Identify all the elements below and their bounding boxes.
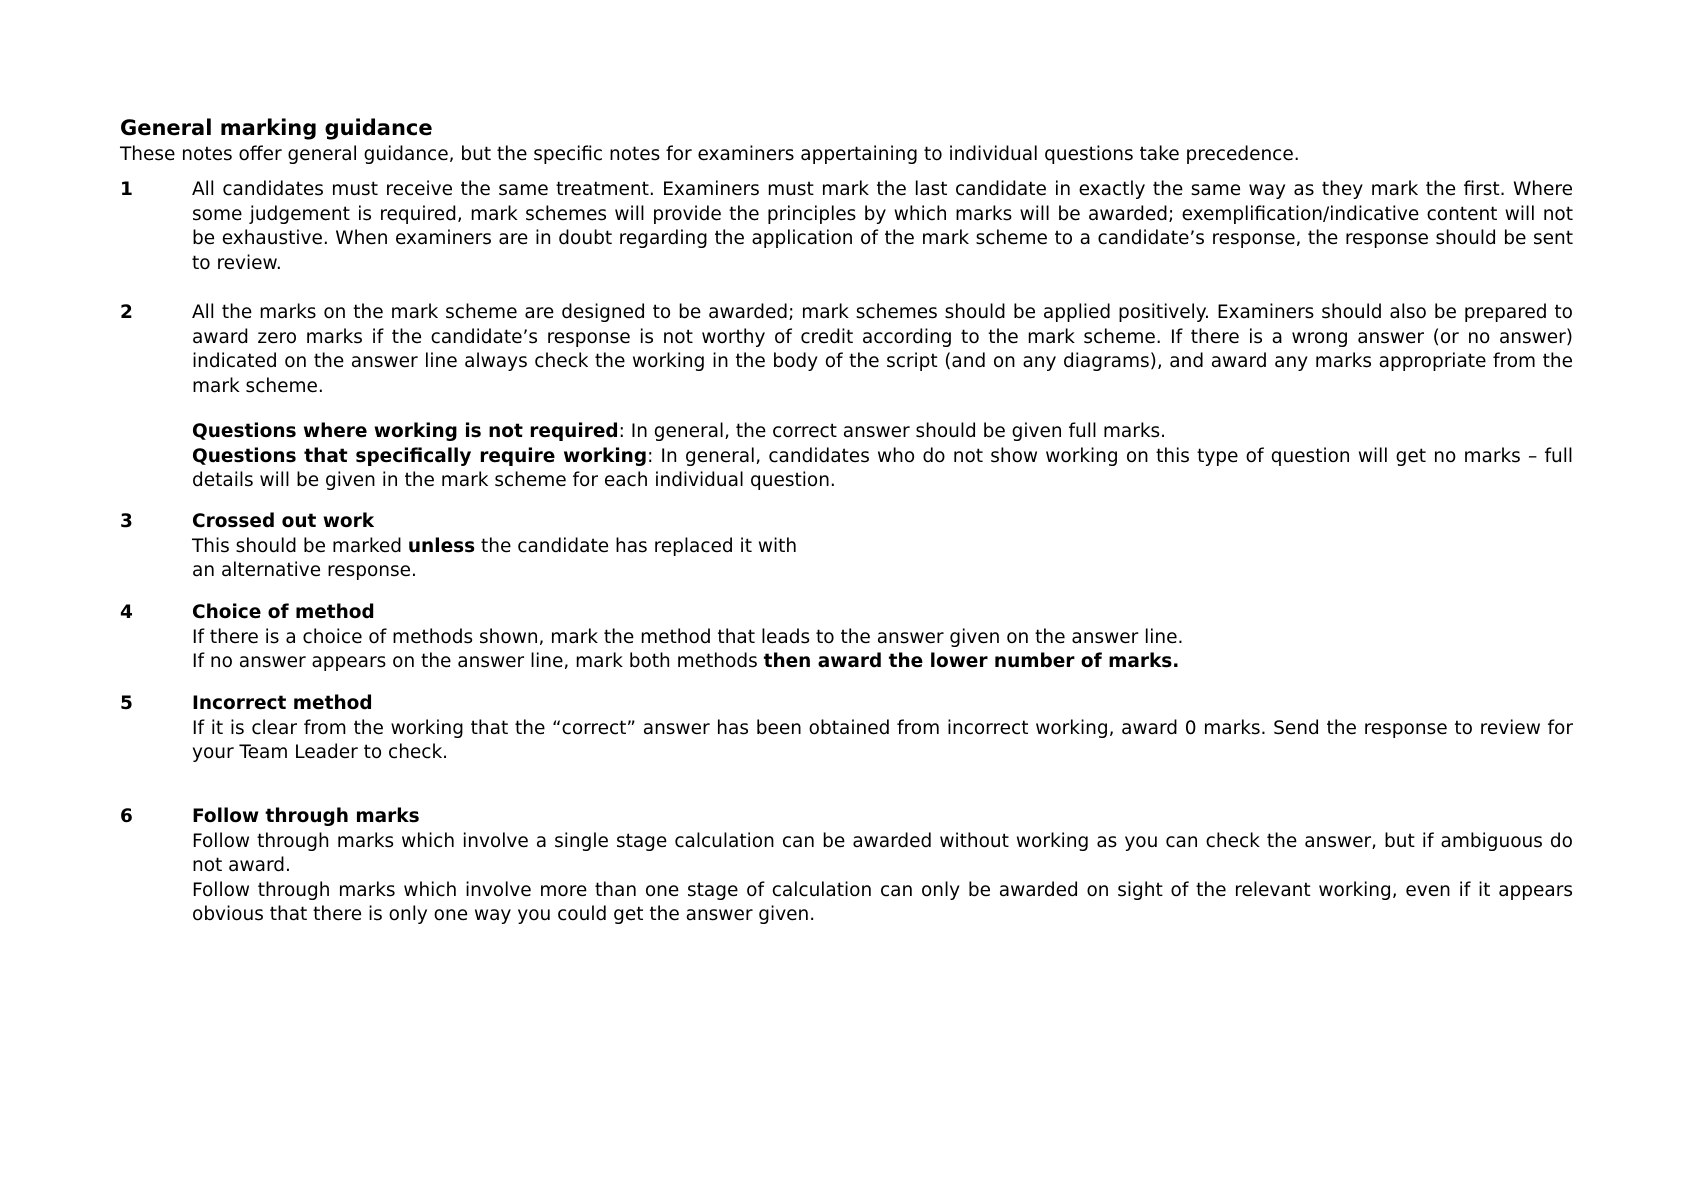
item-5-title: Incorrect method [192, 693, 373, 714]
item-6-para-1: Follow through marks which involve a single stage calculation can be awarded without working as you can check the answer, but if ambiguous do not award. [192, 830, 1573, 876]
note-1-text: : In general, the correct answer should be given full marks. [618, 421, 1167, 442]
item-5-block [192, 692, 1573, 766]
item-number-3: 3 [120, 511, 133, 532]
item-4-title: Choice of method [192, 602, 375, 623]
item-4-line-1: If there is a choice of methods shown, mark the method that leads to the answer given on the answer line. [192, 626, 1184, 648]
item-4-block [192, 601, 1573, 675]
item-5-text: If it is clear from the working that the “correct” answer has been obtained from incorrect working, award 0 marks. Send the response to review for your Team Leader to check. [192, 717, 1573, 763]
item-4-line-2-bold: then award the lower number of marks. [763, 651, 1180, 672]
item-4-line-2 [192, 650, 1573, 675]
item-3-line-1 [192, 535, 1573, 560]
item-3-text-after: the candidate has replaced it with [475, 535, 798, 557]
note-1-label: Questions where working is not required [192, 421, 619, 442]
item-2-text: All the marks on the mark scheme are designed to be awarded; mark schemes should be applied positively. Examiners should also be prepared to award zero marks if the candidate’s response is not worthy of credit according to the mark scheme. If there is a wrong answer (or no answer) indicated on the answer line always check the working in the body of the script (and on any diagrams), and award any marks appropriate from the mark scheme. [192, 302, 1573, 397]
item-2-notes [192, 420, 1573, 494]
note-working-not-required [192, 420, 1573, 445]
item-number-5: 5 [120, 693, 133, 714]
item-4-line-2-text: If no answer appears on the answer line, mark both methods [192, 651, 764, 672]
item-1-text: All candidates must receive the same treatment. Examiners must mark the last candidate in exactly the same way as they mark the first. Where some judgement is required, mark schemes will provide the principles by which marks will be awarded; exemplification/indicative content will not be exhaustive. When examiners are in doubt regarding the application of the mark scheme to a candidate’s response, the response should be sent to review. [192, 179, 1573, 274]
item-number-6: 6 [120, 806, 133, 827]
note-2-label: Questions that specifically require working [192, 445, 648, 467]
item-6-block [192, 805, 1573, 928]
item-3-block [192, 510, 1573, 584]
item-3-title: Crossed out work [192, 511, 375, 532]
item-3-text-bold: unless [407, 535, 476, 557]
item-6-title: Follow through marks [192, 806, 420, 827]
item-3-text-before: This should be marked [192, 535, 408, 557]
note-2-text: : In general, candidates who do not show working on this type of question will get no marks – full details will be given in the mark scheme for each individual question. [192, 445, 1573, 491]
item-3-line-2: an alternative response. [192, 560, 417, 581]
note-working-required [192, 445, 1573, 494]
item-6-para-2: Follow through marks which involve more than one stage of calculation can only be awarded on sight of the relevant working, even if it appears obvious that there is only one way you could get the answer given. [192, 879, 1573, 925]
item-number-2: 2 [120, 302, 133, 323]
item-number-4: 4 [120, 602, 133, 623]
item-number-1: 1 [120, 179, 133, 200]
intro-text: These notes offer general guidance, but the specific notes for examiners appertaining to individual questions take precedence. [120, 144, 1300, 165]
page-title: General marking guidance [120, 116, 433, 140]
